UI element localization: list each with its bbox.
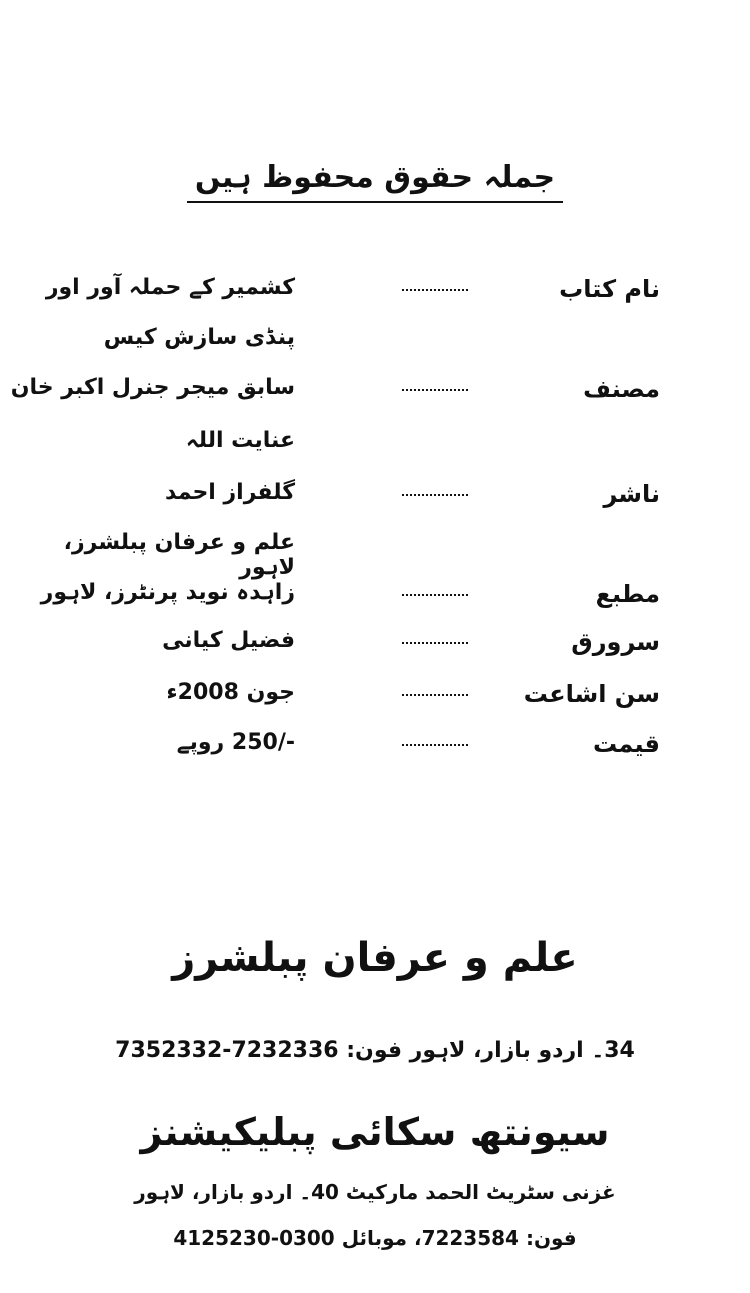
publisher1-address: 34۔ اردو بازار، لاہور فون: 7232336-7352332 (115, 1038, 635, 1063)
copyright-heading-text: جملہ حقوق محفوظ ہیں (187, 160, 563, 203)
label-cover: سرورق (571, 628, 660, 656)
row-publisher (0, 480, 750, 520)
leader-dots (402, 287, 468, 291)
copyright-heading (0, 160, 750, 203)
value-price: -/250 روپے (176, 730, 295, 755)
value-cover: فضیل کیانی (162, 628, 295, 653)
row-printer (0, 580, 750, 620)
value-author-line1: سابق میجر جنرل اکبر خان (10, 375, 295, 400)
leader-dots (402, 692, 468, 696)
label-price: قیمت (592, 730, 660, 758)
value-printer: زاہدہ نوید پرنٹرز، لاہور (40, 580, 295, 605)
leader-dots (402, 492, 468, 496)
publisher2-phones: فون: 7223584، موبائل 0300-4125230 (173, 1226, 577, 1250)
row-author-cont (0, 428, 750, 468)
label-publication-date: سن اشاعت (523, 680, 660, 708)
row-cover (0, 628, 750, 668)
leader-dots (402, 387, 468, 391)
value-author-line2: عنایت اللہ (185, 428, 295, 453)
row-book-name (0, 275, 750, 315)
label-publisher: ناشر (603, 480, 660, 508)
publisher2-name: سیونتھ سکائی پبلیکیشنز (140, 1110, 610, 1154)
leader-dots (402, 640, 468, 644)
label-book-name: نام کتاب (559, 275, 660, 303)
publisher1-name: علم و عرفان پبلشرز (172, 935, 578, 981)
value-book-name-line2: پنڈی سازش کیس (103, 325, 295, 350)
row-publication-date (0, 680, 750, 720)
value-publisher-line1: گلفراز احمد (164, 480, 295, 505)
label-printer: مطبع (595, 580, 660, 608)
leader-dots (402, 592, 468, 596)
row-author (0, 375, 750, 415)
value-publication-date: جون 2008ء (166, 680, 295, 705)
row-book-name-cont (0, 325, 750, 365)
label-author: مصنف (583, 375, 660, 403)
leader-dots (402, 742, 468, 746)
value-publisher-line2: علم و عرفان پبلشرز، لاہور (63, 530, 295, 580)
value-book-name-line1: کشمیر کے حملہ آور اور (45, 275, 295, 300)
row-publisher-cont (0, 530, 750, 580)
row-price (0, 730, 750, 770)
publisher2-address: غزنی سٹریٹ الحمد مارکیٹ 40۔ اردو بازار، لاہور (134, 1180, 616, 1204)
